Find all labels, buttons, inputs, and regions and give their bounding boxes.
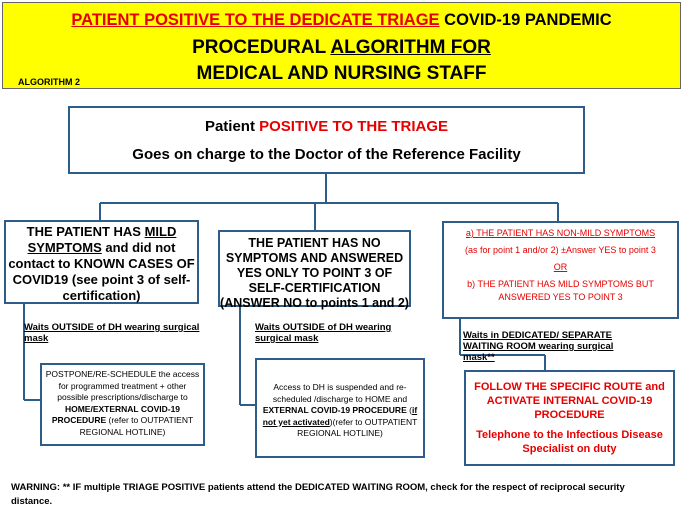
wait-instruction-1: Waits OUTSIDE of DH wearing surgical mask	[24, 322, 200, 344]
action3-route: FOLLOW THE SPECIFIC ROUTE and ACTIVATE INTERNAL COVID-19 PROCEDURE	[474, 381, 665, 421]
branch1-text-underlined: MILD SYMPTOMS	[27, 224, 177, 255]
branch-no-symptoms: THE PATIENT HAS NO SYMPTOMS AND ANSWERED YES ONLY TO POINT 3 OF SELF-CERTIFICATION (ANSWER NO to points 1 and 2)	[218, 230, 411, 307]
action1-text-c: (refer to OUTPATIENT REGIONAL HOTLINE)	[79, 415, 194, 437]
action2-text-a: Access to DH is suspended and re-scheduled /discharge to HOME and	[272, 382, 408, 404]
action2-text-d: )(refer to OUTPATIENT REGIONAL HOTLINE)	[297, 416, 418, 438]
start-box-line2: Goes on charge to the Doctor of the Reference Facility	[132, 146, 521, 163]
start-box-red: POSITIVE TO THE TRIAGE	[259, 118, 449, 135]
warning-note: WARNING: ** IF multiple TRIAGE POSITIVE patients attend the DEDICATED WAITING ROOM, check for the respect of reciprocal security distance.	[11, 482, 625, 507]
action2-text-bold: EXTERNAL COVID-19 PROCEDURE	[262, 405, 407, 415]
action2-text-c: (	[406, 405, 412, 415]
wait-instruction-3: Waits in DEDICATED/ SEPARATE WAITING ROOM wearing surgical mask**	[463, 330, 614, 363]
action2-text-underlined: if not yet activated	[262, 405, 418, 427]
action-box-2	[255, 358, 425, 458]
branch3-a-note: (as for point 1 and/or 2) ±Answer YES to point 3	[465, 245, 656, 255]
start-box	[68, 106, 585, 174]
branch-non-mild-symptoms	[442, 221, 679, 319]
header-title-red: PATIENT POSITIVE TO THE DEDICATE TRIAGE	[71, 11, 440, 29]
start-box-prefix: Patient	[204, 118, 260, 135]
branch-mild-symptoms	[4, 220, 199, 304]
header-subtitle-a: PROCEDURAL	[192, 37, 331, 58]
action-box-3	[464, 370, 675, 466]
branch3-or: OR	[553, 262, 568, 272]
branch1-text-b: and did not contact to KNOWN CASES OF COVID19 (see point 3 of self-certification)	[8, 240, 195, 303]
action1-text-bold: HOME/EXTERNAL COVID-19 PROCEDURE	[51, 403, 181, 425]
branch1-text-a: THE PATIENT HAS	[26, 224, 145, 239]
header-subtitle-underlined: ALGORITHM FOR	[330, 37, 491, 58]
algorithm-label: ALGORITHM 2	[18, 77, 80, 87]
action-box-1	[40, 363, 205, 446]
action1-text-a: POSTPONE/RE-SCHEDULE the access for programmed treatment + other possible prescriptions/discharge to	[45, 369, 200, 402]
branch3-b: b) THE PATIENT HAS MILD SYMPTOMS BUT ANSWERED YES TO POINT 3	[467, 279, 654, 302]
header-title-rest: COVID-19 PANDEMIC	[439, 11, 612, 29]
start-box-line1	[70, 118, 583, 135]
header-line3: MEDICAL AND NURSING STAFF	[196, 63, 487, 84]
branch3-a: a) THE PATIENT HAS NON-MILD SYMPTOMS	[465, 228, 656, 238]
action3-telephone: Telephone to the Infectious Disease Specialist on duty	[476, 429, 663, 455]
wait-instruction-2: Waits OUTSIDE of DH wearing surgical mask	[255, 322, 392, 344]
